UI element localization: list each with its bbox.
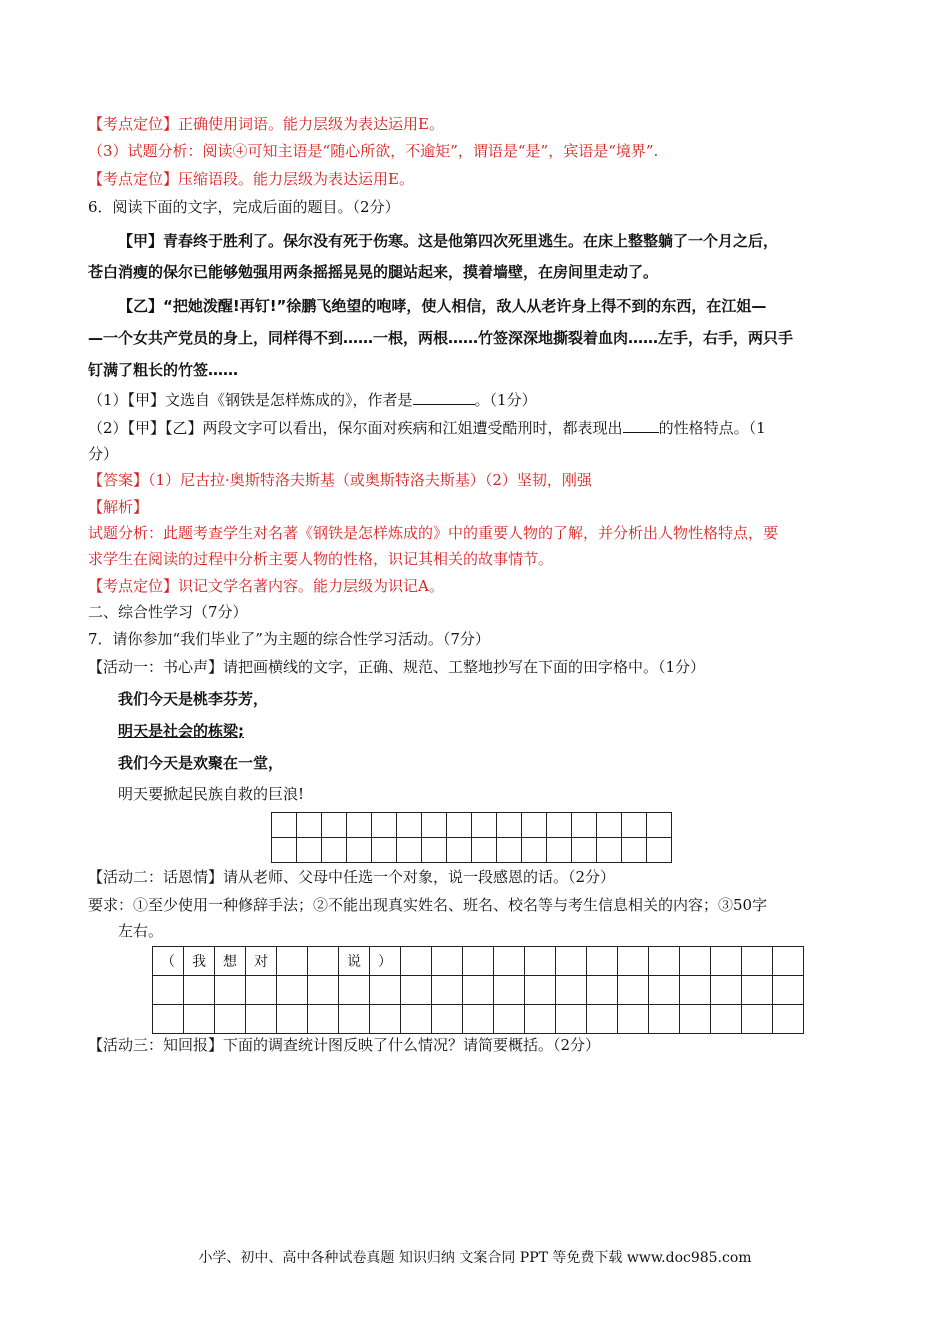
question-7: 7．请你参加“我们毕业了”为主题的综合性学习活动。（7分） xyxy=(88,630,490,648)
question-6: 6．阅读下面的文字，完成后面的题目。（2分） xyxy=(88,198,400,216)
writing-grid-row xyxy=(153,976,804,1005)
answer-blank[interactable] xyxy=(413,390,475,405)
writing-grid-row xyxy=(153,947,804,976)
grid-cell: 想 xyxy=(215,947,246,976)
sub-question-2: （2）【甲】【乙】两段文字可以看出，保尔面对疾病和江姐遭受酷刑时，都表现出 的性格特点。（1 xyxy=(88,419,766,437)
activity-1: 【活动一：书心声】请把画横线的文字，正确、规范、工整地抄写在下面的田字格中。（1分） xyxy=(88,658,706,676)
answer-line: 【答案】（1）尼古拉·奥斯特洛夫斯基（或奥斯特洛夫斯基）（2）坚韧，刚强 xyxy=(88,471,592,489)
grid-cell: 说 xyxy=(339,947,370,976)
passage-jia-cont: 苍白消瘦的保尔已能够勉强用两条摇摇晃晃的腿站起来，摸着墙壁，在房间里走动了。 xyxy=(88,263,659,281)
grid-cell xyxy=(308,947,339,976)
answer-blank[interactable] xyxy=(623,418,659,433)
passage-jia: 【甲】青春终于胜利了。保尔没有死于伤寒。这是他第四次死里逃生。在床上整整躺了一个月之后， xyxy=(118,232,779,250)
passage-yi-cont: 钉满了粗长的竹签…… xyxy=(88,361,239,379)
writing-grid-row xyxy=(153,1005,804,1034)
exam-point-line: 【考点定位】压缩语段。能力层级为表达运用E。 xyxy=(88,170,414,188)
explanation-text: 试题分析：此题考查学生对名著《钢铁是怎样炼成的》中的重要人物的了解，并分析出人物性格特点，要 xyxy=(88,524,779,542)
exam-point-line: 【考点定位】识记文学名著内容。能力层级为识记A。 xyxy=(88,577,444,595)
sub-question-1: （1）【甲】文选自《钢铁是怎样炼成的》，作者是 。（1分） xyxy=(88,391,537,409)
grid-cell xyxy=(277,947,308,976)
requirements-cont: 左右。 xyxy=(118,922,164,940)
grid-cell: 我 xyxy=(184,947,215,976)
analysis-line: （3）试题分析：阅读④可知主语是“随心所欲，不逾矩”，谓语是“是”，宾语是“境界”. xyxy=(88,142,659,160)
writing-grid[interactable] xyxy=(152,946,804,1034)
grid-cell: 对 xyxy=(246,947,277,976)
passage-yi: 【乙】“把她泼醒!再钉!”徐鹏飞绝望的咆哮，使人相信，敌人从老许身上得不到的东西，在江姐— xyxy=(118,297,767,315)
passage-yi-cont: —一个女共产党员的身上，同样得不到……一根，两根……竹签深深地撕裂着血肉……左手，右手，两只手 xyxy=(88,329,794,347)
activity-2: 【活动二：话恩情】请从老师、父母中任选一个对象，说一段感恩的话。（2分） xyxy=(88,868,616,886)
page-footer: 小学、初中、高中各种试卷真题 知识归纳 文案合同 PPT 等免费下载 www.doc985.com xyxy=(198,1250,752,1266)
section-heading: 二、综合性学习（7分） xyxy=(88,603,248,621)
sub-question-2-cont: 分） xyxy=(88,445,119,463)
grid-cell: （ xyxy=(153,947,184,976)
poem-line: 我们今天是欢聚在一堂， xyxy=(118,754,284,772)
explanation-label: 【解析】 xyxy=(88,498,149,516)
requirements: 要求：①至少使用一种修辞手法；②不能出现真实姓名、班名、校名等与考生信息相关的内容；③50字 xyxy=(88,896,768,914)
tianzige-grid[interactable] xyxy=(271,812,672,863)
poem-line: 明天要掀起民族自救的巨浪! xyxy=(118,785,305,803)
activity-3: 【活动三：知回报】下面的调查统计图反映了什么情况？请简要概括。（2分） xyxy=(88,1036,601,1054)
exam-point-line: 【考点定位】正确使用词语。能力层级为表达运用E。 xyxy=(88,115,444,133)
explanation-text: 求学生在阅读的过程中分析主要人物的性格，识记其相关的故事情节。 xyxy=(88,550,554,568)
poem-line: 我们今天是桃李芬芳， xyxy=(118,690,269,708)
grid-cell: ） xyxy=(370,947,401,976)
poem-line-underlined: 明天是社会的栋梁; xyxy=(118,722,244,740)
